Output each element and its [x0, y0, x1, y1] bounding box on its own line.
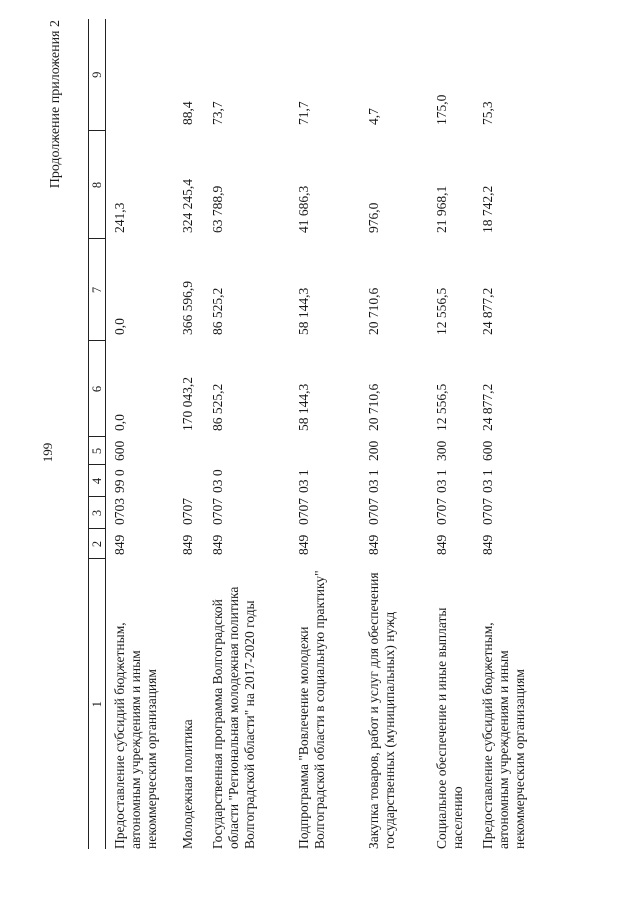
cell-value: 63 788,9: [210, 185, 225, 233]
cell-program-code: 03 1: [434, 469, 449, 493]
cell-section-code: 0707: [210, 498, 225, 525]
cell-expense-type: [204, 437, 290, 465]
cell-admin-code: 849: [296, 534, 311, 555]
cell-percent: 73,7: [210, 101, 225, 125]
cell-expense-type: 600: [112, 440, 127, 461]
column-header: 6: [89, 341, 106, 437]
cell-program-code: 03 1: [366, 469, 381, 493]
cell-percent: 71,7: [296, 101, 311, 125]
column-header: 2: [89, 529, 106, 559]
cell-value: 58 144,3: [296, 383, 311, 431]
table-row: [360, 19, 428, 849]
row-name: Молодежная политика: [180, 719, 195, 849]
cell-value: 324 245,4: [180, 179, 195, 233]
cell-section-code: 0707: [480, 498, 495, 525]
cell-section-code: 0707: [434, 498, 449, 525]
cell-value: 241,3: [112, 202, 127, 233]
cell-value: 0,0: [112, 414, 127, 431]
cell-admin-code: 849: [480, 534, 495, 555]
row-name: Подпрограмма "Вовлечение молодежи Волгоградской области в социальную практику": [296, 570, 327, 849]
column-header: 8: [89, 131, 106, 239]
table-row: [290, 19, 360, 849]
budget-table: [88, 19, 540, 849]
cell-value: 366 596,9: [180, 281, 195, 335]
cell-expense-type: 300: [434, 440, 449, 461]
cell-admin-code: 849: [112, 534, 127, 555]
table-row: [106, 19, 175, 849]
header-row: [89, 19, 106, 849]
cell-percent: 75,3: [480, 101, 495, 125]
column-header: 7: [89, 239, 106, 341]
cell-section-code: 0707: [180, 498, 195, 525]
row-name: Социальное обеспечение и иные выплаты населению: [434, 607, 465, 849]
cell-value: 170 043,2: [180, 377, 195, 431]
cell-value: 18 742,2: [480, 185, 495, 233]
cell-admin-code: 849: [366, 534, 381, 555]
cell-admin-code: 849: [210, 534, 225, 555]
cell-admin-code: 849: [180, 534, 195, 555]
cell-section-code: 0703: [112, 498, 127, 525]
cell-program-code: [174, 465, 204, 497]
cell-value: 12 556,5: [434, 383, 449, 431]
cell-expense-type: [174, 437, 204, 465]
cell-expense-type: 600: [480, 440, 495, 461]
column-header: 1: [89, 559, 106, 849]
cell-value: 41 686,3: [296, 185, 311, 233]
cell-value: 86 525,2: [210, 287, 225, 335]
cell-value: 21 968,1: [434, 185, 449, 233]
cell-expense-type: 200: [366, 440, 381, 461]
cell-value: 20 710,6: [366, 383, 381, 431]
row-name: Предоставление субсидий бюджетным, автономным учреждениям и иным некоммерческим организациям: [480, 622, 527, 849]
cell-value: 12 556,5: [434, 287, 449, 335]
table-row: [174, 19, 204, 849]
cell-value: 0,0: [112, 318, 127, 335]
column-header: 5: [89, 437, 106, 465]
cell-value: 58 144,3: [296, 287, 311, 335]
cell-value: 24 877,2: [480, 287, 495, 335]
cell-program-code: 03 1: [480, 469, 495, 493]
cell-value: 24 877,2: [480, 383, 495, 431]
cell-admin-code: 849: [434, 534, 449, 555]
column-header: 9: [89, 19, 106, 131]
cell-percent: 4,7: [366, 108, 381, 125]
cell-percent: [106, 19, 175, 131]
cell-program-code: 99 0: [112, 469, 127, 493]
cell-percent: 88,4: [180, 101, 195, 125]
cell-value: 86 525,2: [210, 383, 225, 431]
cell-program-code: 03 1: [296, 469, 311, 493]
column-header: 4: [89, 465, 106, 497]
cell-value: 976,0: [366, 202, 381, 233]
cell-expense-type: [290, 437, 360, 465]
table-row: [474, 19, 540, 849]
continuation-label: Продолжение приложения 2: [48, 20, 63, 189]
row-name: Закупка товаров, работ и услуг для обеспечения государственных (муниципальных) нужд: [366, 572, 397, 849]
table-row: [204, 19, 290, 849]
cell-program-code: 03 0: [210, 469, 225, 493]
row-name: Государственная программа Волгоградской области "Региональная молодежная политика Волгоградской области" на 2017-2020 годы: [210, 586, 257, 849]
page-number: 199: [40, 442, 55, 463]
cell-percent: 175,0: [434, 94, 449, 125]
cell-section-code: 0707: [296, 498, 311, 525]
cell-value: 20 710,6: [366, 287, 381, 335]
row-name: Предоставление субсидий бюджетным, автономным учреждениям и иным некоммерческим организациям: [112, 622, 159, 849]
column-header: 3: [89, 497, 106, 529]
cell-section-code: 0707: [366, 498, 381, 525]
table-row: [428, 19, 474, 849]
